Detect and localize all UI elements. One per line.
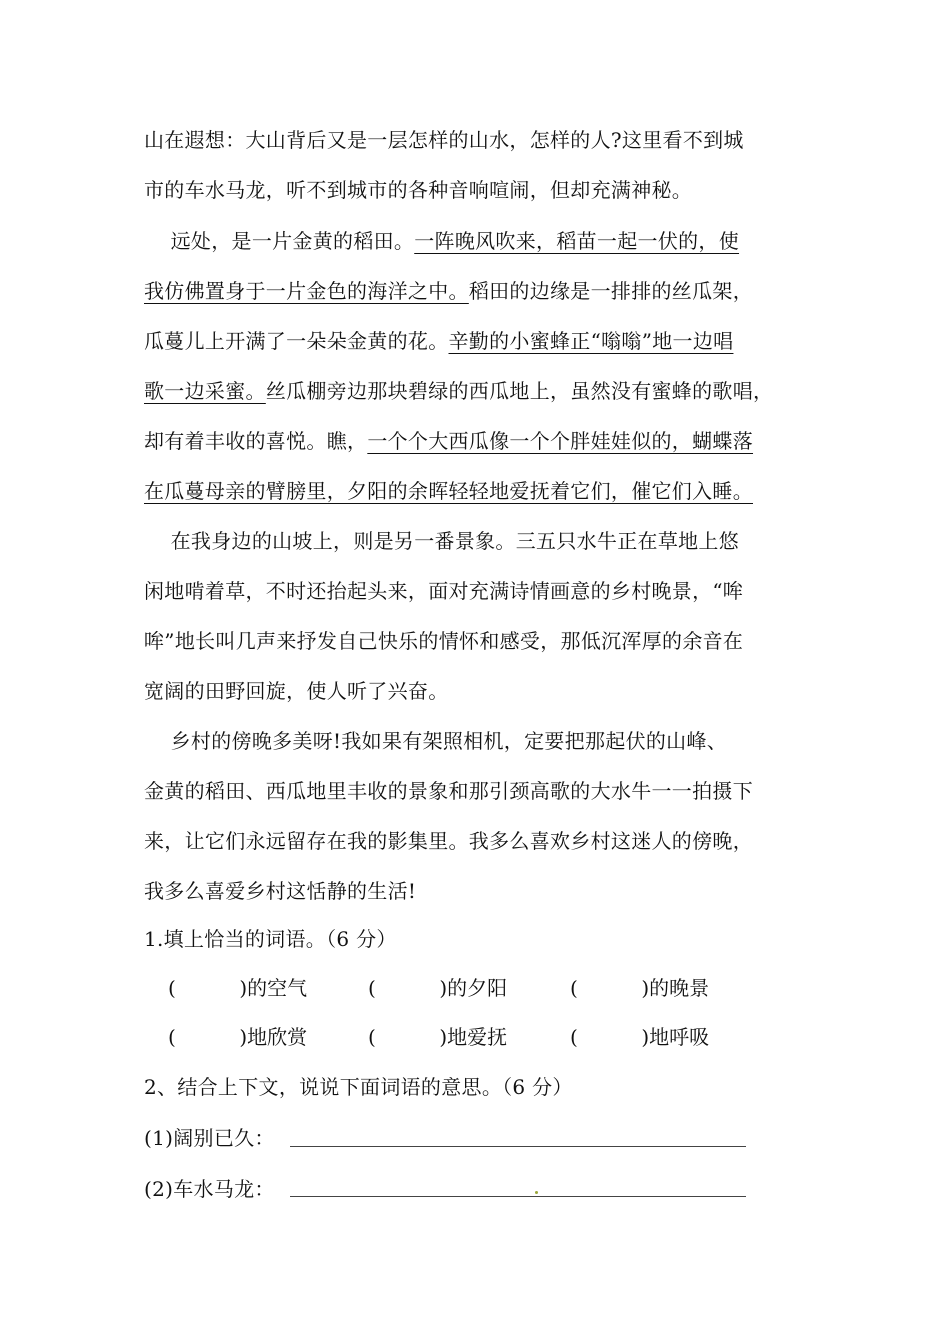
passage-line: 哞”地长叫几声来抒发自己快乐的情怀和感受，那低沉浑厚的余音在 (144, 629, 744, 653)
fill-blank-row (168, 976, 768, 1000)
passage-text: 远处，是一片金黄的稻田。 (144, 229, 415, 253)
question-2-item-1: (1)阔别已久： (144, 1126, 275, 1150)
passage-line: 乡村的傍晚多美呀!我如果有架照相机，定要把那起伏的山峰、 (144, 729, 728, 753)
fill-blank-item[interactable]: ( )地欣赏 (168, 1025, 308, 1049)
answer-line[interactable] (290, 1146, 746, 1147)
fill-blank-item[interactable]: ( )地呼吸 (570, 1025, 710, 1049)
passage-line: 山在遐想：大山背后又是一层怎样的山水，怎样的人?这里看不到城 (144, 128, 744, 152)
fill-blank-item[interactable]: ( )的空气 (168, 976, 308, 1000)
question-2-item-2: (2)车水马龙： (144, 1177, 275, 1201)
underlined-sentence: 辛勤的小蜜蜂正“嗡嗡”地一边唱 (448, 329, 734, 353)
passage-line: 来，让它们永远留存在我的影集里。我多么喜欢乡村这迷人的傍晚， (144, 829, 753, 853)
fill-blank-item[interactable]: ( )的晚景 (570, 976, 710, 1000)
passage-line: 市的车水马龙，听不到城市的各种音响喧闹，但却充满神秘。 (144, 178, 693, 202)
underlined-sentence: 我仿佛置身于一片金色的海洋之中。 (144, 279, 469, 303)
passage-text: 却有着丰收的喜悦。瞧， (144, 429, 368, 453)
passage-line (144, 229, 739, 253)
passage-text: 丝瓜棚旁边那块碧绿的西瓜地上，虽然没有蜜蜂的歌唱， (265, 379, 774, 403)
stray-dot (535, 1191, 538, 1194)
fill-blank-row (168, 1025, 768, 1049)
passage-line: 我多么喜爱乡村这恬静的生活! (144, 879, 417, 903)
passage-line (144, 379, 773, 403)
passage-line (144, 429, 753, 453)
passage-text: 瓜蔓儿上开满了一朵朵金黄的花。 (144, 329, 449, 353)
question-1-title: 1.填上恰当的词语。（6 分） (144, 927, 397, 951)
passage-line (144, 279, 753, 303)
passage-line: 宽阔的田野回旋，使人听了兴奋。 (144, 679, 449, 703)
passage-line: 在我身边的山坡上，则是另一番景象。三五只水牛正在草地上悠 (144, 529, 740, 553)
underlined-sentence: 一阵晚风吹来，稻苗一起一伏的，使 (414, 229, 740, 253)
passage-line (144, 329, 733, 353)
fill-blank-item[interactable]: ( )的夕阳 (368, 976, 508, 1000)
answer-line[interactable] (290, 1196, 746, 1197)
passage-line (144, 479, 753, 503)
passage-line: 闲地啃着草，不时还抬起头来，面对充满诗情画意的乡村晚景，“哞 (144, 579, 744, 603)
question-2-title: 2、结合上下文，说说下面词语的意思。（6 分） (144, 1075, 573, 1099)
passage-text: 稻田的边缘是一排排的丝瓜架， (468, 279, 754, 303)
fill-blank-item[interactable]: ( )地爱抚 (368, 1025, 508, 1049)
passage-line: 金黄的稻田、西瓜地里丰收的景象和那引颈高歌的大水牛一一拍摄下 (144, 779, 753, 803)
underlined-sentence: 一个个大西瓜像一个个胖娃娃似的，蝴蝶落 (367, 429, 754, 453)
underlined-sentence: 在瓜蔓母亲的臂膀里，夕阳的余晖轻轻地爱抚着它们，催它们入睡。 (144, 479, 753, 503)
underlined-sentence: 歌一边采蜜。 (144, 379, 266, 403)
